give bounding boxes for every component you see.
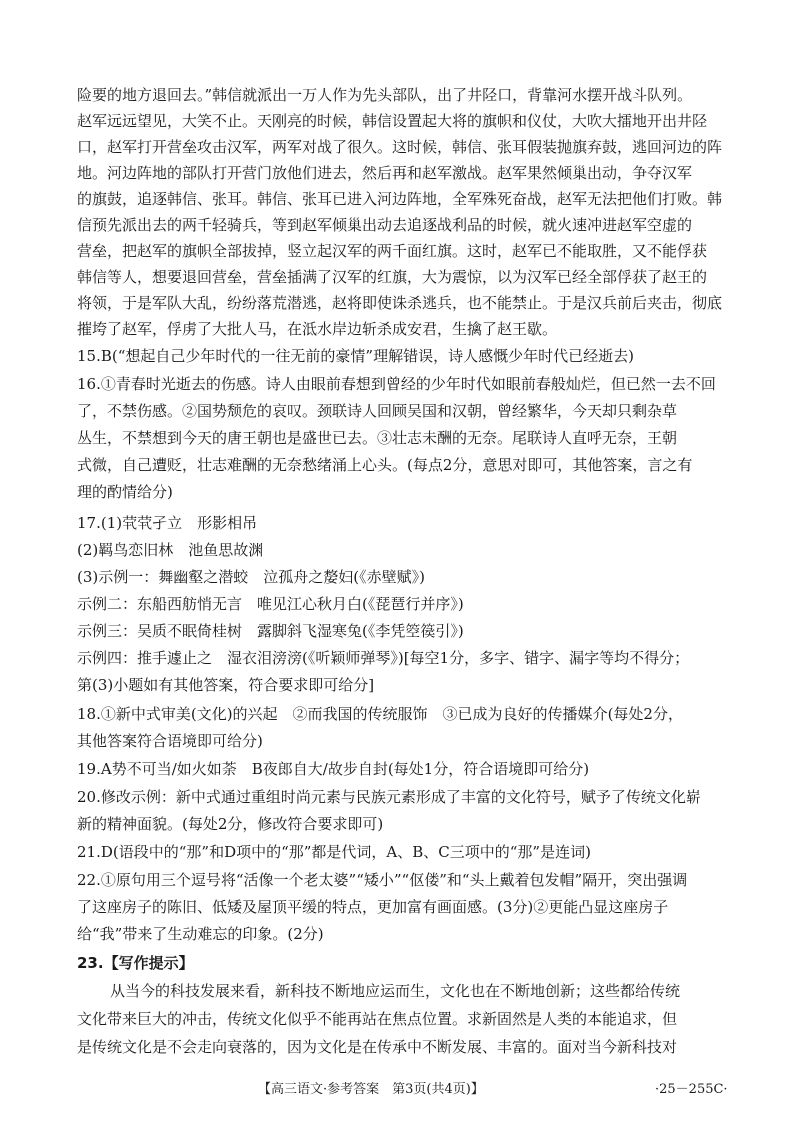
answer-15: 15.B(“想起自己少年时代的一往无前的豪情”理解错误，诗人感慨少年时代已经逝去) xyxy=(77,347,634,365)
answer-20: 20.修改示例：新中式通过重组时尚元素与民族元素形成了丰富的文化符号，赋予了传统文化崭 xyxy=(77,788,701,806)
text-line: 示例二：东船西舫悄无言 唯见江心秋月白(《琵琶行并序》) xyxy=(77,595,464,613)
answer-18: 18.①新中式审美(文化)的兴起 ②而我国的传统服饰 ③已成为良好的传播媒介(每处2分， xyxy=(77,705,683,723)
answer-21: 21.D(语段中的“那”和D项中的“那”都是代词，A、B、C三项中的“那”是连词) xyxy=(77,843,591,861)
text-line: (2)羁鸟恋旧林 池鱼思故渊 xyxy=(77,541,264,559)
text-line: 理的酌情给分) xyxy=(77,483,173,501)
text-line: 新的精神面貌。(每处2分，修改符合要求即可) xyxy=(77,815,384,833)
text-line: 给“我”带来了生动难忘的印象。(2分) xyxy=(77,925,324,943)
text-line: 示例四：推手遽止之 湿衣泪滂滂(《听颖师弹琴》)[每空1分，多字、错字、漏字等均不得分； xyxy=(77,649,690,667)
text-line: 摧垮了赵军，俘虏了大批人马，在泜水岸边斩杀成安君，生擒了赵王歇。 xyxy=(77,320,558,338)
text-line: 了，不禁伤感。②国势颓危的哀叹。颈联诗人回顾吴国和汉朝，曾经繁华，今天却只剩杂草 xyxy=(77,402,678,420)
page-footer xyxy=(0,1080,800,1100)
text-line: 营垒，把赵军的旗帜全部拔掉，竖立起汉军的两千面红旗。这时，赵军已不能取胜，又不能俘获 xyxy=(77,242,708,260)
text-line: 险要的地方退回去。”韩信就派出一万人作为先头部队，出了井陉口，背靠河水摆开战斗队列。 xyxy=(77,86,693,104)
text-line: 式微，自己遭贬，壮志难酬的无奈愁绪涌上心头。(每点2分，意思对即可，其他答案，言之有 xyxy=(77,456,693,474)
text-line: 丛生，不禁想到今天的唐王朝也是盛世已去。③壮志未酬的无奈。尾联诗人直呼无奈，王朝 xyxy=(77,429,678,447)
text-line: 从当今的科技发展来看，新科技不断地应运而生，文化也在不断地创新；这些都给传统 xyxy=(110,982,681,1000)
text-line: 文化带来巨大的冲击，传统文化似乎不能再站在焦点位置。求新固然是人类的本能追求，但 xyxy=(77,1010,678,1028)
footer-page-info: 【高三语文·参考答案 第3页(共4页)】 xyxy=(258,1082,484,1097)
text-line: 地。河边阵地的部队打开营门放他们进去，然后再和赵军激战。赵军果然倾巢出动，争夺汉军 xyxy=(77,164,693,182)
text-line: (3)示例一：舞幽壑之潜蛟 泣孤舟之嫠妇(《赤壁赋》) xyxy=(77,568,425,586)
text-line: 示例三：吴质不眠倚桂树 露脚斜飞湿寒兔(《李凭箜篌引》) xyxy=(77,622,464,640)
text-line: 信预先派出去的两千轻骑兵，等到赵军倾巢出动去追逐战利品的时候，就火速冲进赵军空虚的 xyxy=(77,216,693,234)
text-line: 是传统文化是不会走向衰落的，因为文化是在传承中不断发展、丰富的。面对当今新科技对 xyxy=(77,1038,678,1056)
answer-23-heading: 23.【写作提示】 xyxy=(77,954,194,972)
answer-16: 16.①青春时光逝去的伤感。诗人由眼前春想到曾经的少年时代如眼前春般灿烂，但已然一去不回 xyxy=(77,375,716,393)
text-line: 的旗鼓，追逐韩信、张耳。韩信、张耳已进入河边阵地，全军殊死奋战，赵军无法把他们打败。韩 xyxy=(77,190,723,208)
text-line: 其他答案符合语境即可给分) xyxy=(77,732,263,750)
text-line: 赵军远远望见，大笑不止。天刚亮的时候，韩信设置起大将的旗帜和仪仗，大吹大擂地开出井陉 xyxy=(77,112,708,130)
text-line: 口，赵军打开营垒攻击汉军，两军对战了很久。这时候，韩信、张耳假装抛旗弃鼓，逃回河边的阵 xyxy=(77,138,723,156)
answer-17: 17.(1)茕茕孑立 形影相吊 xyxy=(77,514,258,532)
answer-19: 19.A势不可当/如火如荼 B夜郎自大/故步自封(每处1分，符合语境即可给分) xyxy=(77,760,590,778)
footer-exam-code: ·25－255C· xyxy=(655,1082,728,1097)
text-line: 将领，于是军队大乱，纷纷落荒潜逃，赵将即使诛杀逃兵，也不能禁止。于是汉兵前后夹击，彻底 xyxy=(77,294,723,312)
answer-22: 22.①原句用三个逗号将“活像一个老太婆”“矮小”“伛偻”和“头上戴着包发帽”隔开，突出强调 xyxy=(77,871,688,889)
text-line: 韩信等人，想要退回营垒，营垒插满了汉军的红旗，大为震惊，以为汉军已经全部俘获了赵王的 xyxy=(77,268,708,286)
text-line: 了这座房子的陈旧、低矮及屋顶平缓的特点，更加富有画面感。(3分)②更能凸显这座房子 xyxy=(77,898,669,916)
text-line: 第(3)小题如有其他答案，符合要求即可给分] xyxy=(77,676,375,694)
